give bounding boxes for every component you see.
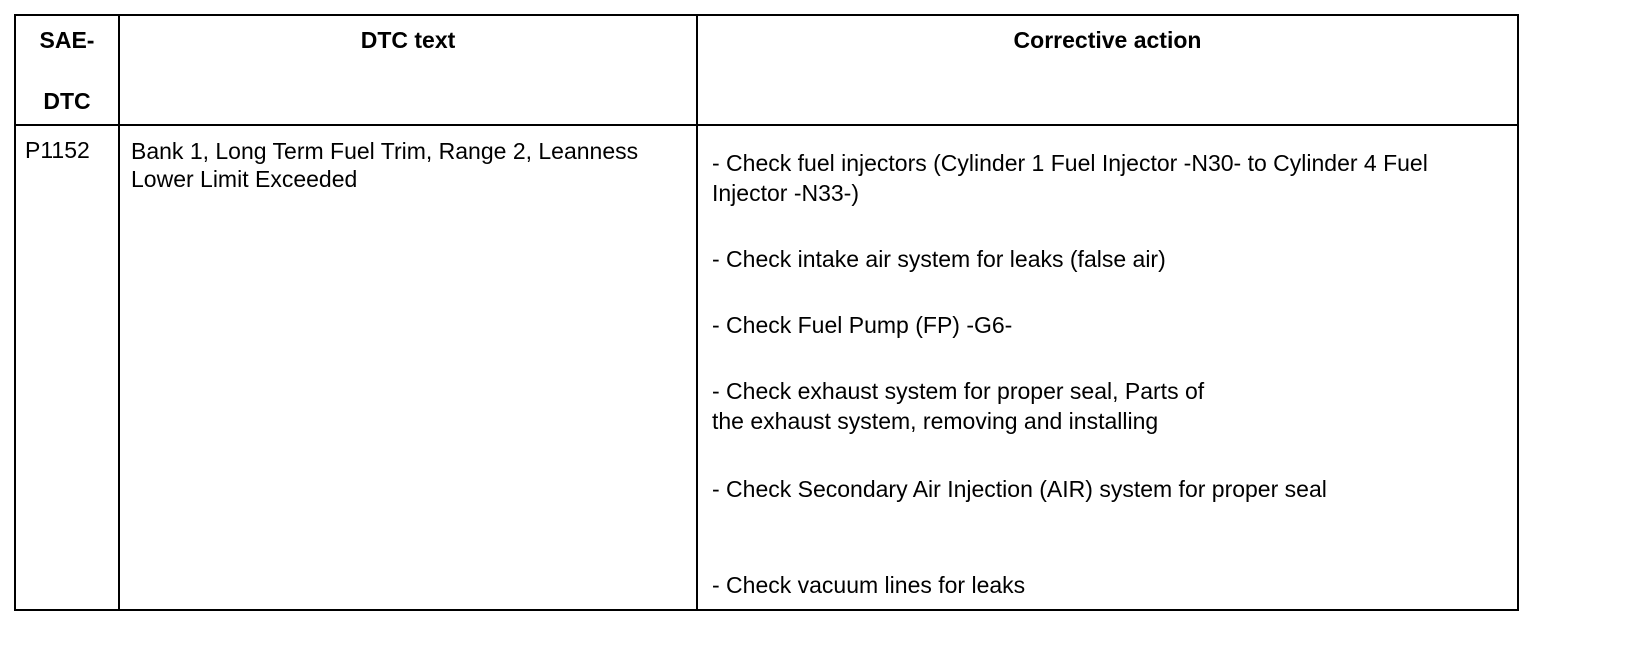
action-item: - Check exhaust system for proper seal, Parts of the exhaust system, removing and installing	[712, 378, 1205, 434]
action-item: - Check intake air system for leaks (false air)	[712, 246, 1166, 272]
action-item: - Check Secondary Air Injection (AIR) system for proper seal	[712, 476, 1327, 502]
header-sae-dtc-line2: DTC	[43, 88, 91, 114]
dtc-table	[14, 14, 1519, 611]
dtc-code-cell: P1152	[15, 125, 119, 610]
table-row	[15, 125, 1518, 610]
dtc-text-cell: Bank 1, Long Term Fuel Trim, Range 2, Leanness Lower Limit Exceeded	[119, 125, 697, 610]
header-dtc-text: DTC text	[119, 15, 697, 125]
header-sae-dtc-line1: SAE-	[39, 27, 95, 53]
header-corrective-action: Corrective action	[697, 15, 1518, 125]
header-sae-dtc	[15, 15, 119, 125]
action-item: - Check Fuel Pump (FP) -G6-	[712, 312, 1013, 338]
action-item: - Check vacuum lines for leaks	[712, 572, 1026, 598]
corrective-action-cell	[697, 125, 1518, 610]
action-item: - Check fuel injectors (Cylinder 1 Fuel Injector -N30- to Cylinder 4 Fuel Injector -N33-)	[712, 150, 1428, 206]
header-row	[15, 15, 1518, 125]
